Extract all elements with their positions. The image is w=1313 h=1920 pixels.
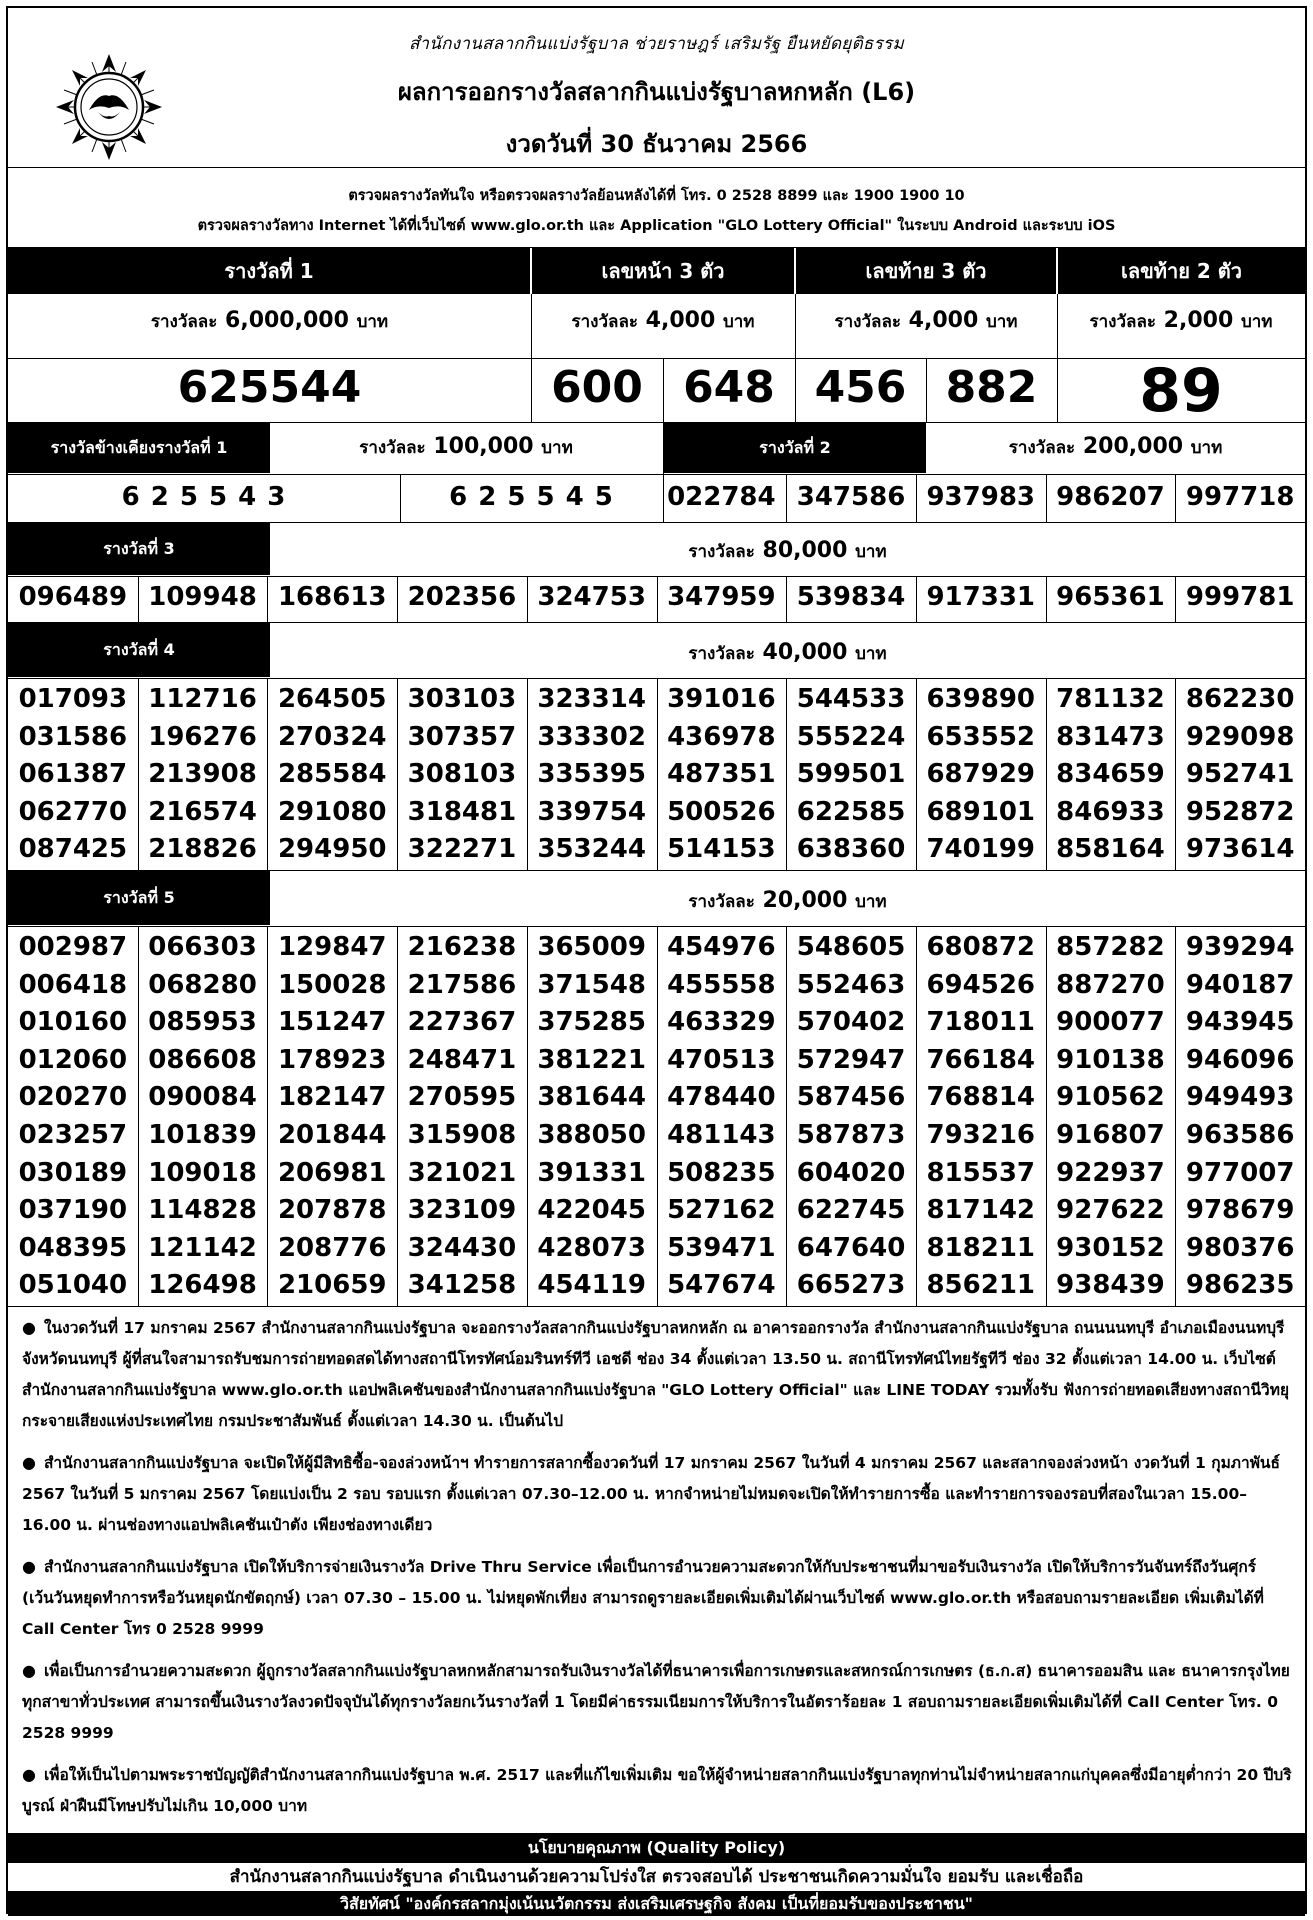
fifth-prize-number: 048395 [18, 1232, 128, 1263]
second-prize-number: 347586 [796, 482, 906, 512]
near1-header: รางวัลข้างเคียงรางวัลที่ 1 [8, 423, 270, 473]
fifth-prize-number: 552463 [796, 969, 906, 1000]
fifth-prize-number: 002987 [18, 932, 128, 962]
back3-number-2: 882 [945, 362, 1038, 413]
fifth-prize-number: 109018 [148, 1157, 257, 1188]
fourth-prize-number: 846933 [1056, 796, 1165, 827]
fourth-prize-number: 213908 [148, 759, 257, 790]
front3-amount: รางวัลละ 4,000 บาท [571, 308, 755, 333]
fifth-prize-number: 066303 [148, 932, 257, 962]
back2-header: เลขท้าย 2 ตัว [1058, 248, 1305, 294]
fifth-prize-number: 768814 [926, 1082, 1035, 1113]
fifth-prize-number: 680872 [926, 932, 1035, 962]
front3-header: เลขหน้า 3 ตัว [532, 248, 794, 294]
fifth-prize-number: 422045 [537, 1195, 646, 1226]
fifth-prize-number: 090084 [148, 1082, 257, 1113]
fifth-prize-number: 766184 [926, 1044, 1035, 1075]
note-item: ● เพื่อเป็นการอำนวยความสะดวก ผู้ถูกรางวัลสลากกินแบ่งรัฐบาลหกหลักสามารถรับเงินรางวัลได้ที่ธนาคารเพื่อการเกษตรและสหกรณ์การเกษตร (ธ.ก.ส) ธนาคารออมสิน และ ธนาคารกรุงไทยทุกสาขาทั่วประเทศ สามารถขึ้นเงินรางวัลงวดปัจจุบันได้ทุกรางวัลยกเว้นรางวัลที่ 1 โดยมีค่าธรรมเนียมการให้บริการในอัตราร้อยละ 1 สอบถามรายละเอียดเพิ่มเติมได้ที่ Call Center โทร. 0 2528 9999 [22, 1661, 1290, 1742]
fifth-prize-number: 587456 [796, 1082, 906, 1113]
fifth-prize-number: 023257 [18, 1120, 128, 1150]
fourth-prize-number: 339754 [537, 796, 646, 827]
fifth-prize-number: 375285 [537, 1007, 646, 1038]
fifth-prize-number: 391331 [537, 1157, 646, 1188]
front3-number-2: 648 [683, 362, 775, 413]
fifth-prize-number: 547674 [667, 1270, 776, 1301]
fourth-prize-number: 294950 [277, 834, 387, 865]
header [8, 8, 1305, 168]
fifth-prize-number: 910562 [1056, 1082, 1165, 1113]
fifth-prize-number: 126498 [148, 1270, 257, 1301]
second-prize-number: 986207 [1056, 482, 1165, 512]
second-prize-number: 937983 [926, 482, 1035, 512]
fifth-prize-number: 946096 [1185, 1044, 1295, 1075]
fifth-prize-number: 463329 [667, 1007, 776, 1038]
fourth-prize-number: 653552 [926, 721, 1035, 752]
fifth-prize-number: 470513 [667, 1044, 776, 1075]
fourth-prize-number: 285584 [277, 759, 387, 790]
fifth-prize-number: 949493 [1185, 1082, 1295, 1113]
fifth-header: รางวัลที่ 5 [8, 871, 270, 925]
fifth-prize-number: 051040 [18, 1270, 128, 1301]
fifth-prize-number: 006418 [18, 969, 128, 1000]
fifth-prize-number: 978679 [1185, 1195, 1295, 1226]
fourth-prize-number: 781132 [1056, 684, 1165, 714]
fourth-prize-number: 555224 [796, 721, 906, 752]
fifth-prize-number: 455558 [667, 969, 776, 1000]
fifth-prize-number: 930152 [1056, 1232, 1165, 1263]
first-prize-amount: รางวัลละ 6,000,000 บาท [150, 308, 389, 333]
fifth-prize-number: 216238 [407, 932, 517, 962]
first-prize-number: 625544 [177, 362, 362, 413]
fifth-prize-number: 323109 [407, 1195, 517, 1226]
fifth-prize-number: 622745 [796, 1195, 906, 1226]
fourth-prize-number: 112716 [148, 684, 257, 714]
fourth-prize-number: 929098 [1185, 721, 1295, 752]
fourth-prize-number: 514153 [667, 834, 776, 865]
fourth-prize-number: 307357 [407, 721, 517, 752]
back3-header: เลขท้าย 3 ตัว [796, 248, 1056, 294]
fifth-prize-number: 916807 [1056, 1120, 1165, 1150]
fifth-prize-number: 012060 [18, 1044, 128, 1075]
fifth-prize-number: 428073 [537, 1232, 646, 1263]
fourth-prize-number: 323314 [537, 684, 646, 714]
second-header: รางวัลที่ 2 [664, 423, 926, 473]
fifth-prize-number: 718011 [926, 1007, 1035, 1038]
fifth-prize-number: 270595 [407, 1082, 517, 1113]
fifth-prize-number: 037190 [18, 1195, 128, 1226]
fifth-prize-number: 010160 [18, 1007, 128, 1038]
fourth-prize-number: 487351 [667, 759, 776, 790]
fourth-prize-number: 436978 [667, 721, 776, 752]
fifth-prize-number: 818211 [926, 1232, 1035, 1263]
fifth-prize-number: 086608 [148, 1044, 257, 1075]
fifth-prize-number: 665273 [796, 1270, 906, 1301]
check-info [8, 168, 1305, 248]
fifth-prize-number: 986235 [1185, 1270, 1295, 1301]
fifth-prize-number: 121142 [148, 1232, 257, 1263]
fourth-prize-number: 831473 [1056, 721, 1165, 752]
fourth-prize-number: 216574 [148, 796, 257, 827]
quality-policy-label: นโยบายคุณภาพ (Quality Policy) [8, 1833, 1305, 1863]
fifth-prize-number: 548605 [796, 932, 906, 962]
near1-amount: รางวัลละ 100,000 บาท [359, 434, 573, 459]
fifth-prize-number: 481143 [667, 1120, 776, 1150]
fourth-prize-number: 196276 [148, 721, 257, 752]
fifth-prize-number: 587873 [796, 1120, 906, 1150]
third-prize-number: 324753 [537, 582, 646, 612]
fifth-prize-number: 793216 [926, 1120, 1035, 1150]
back2-amount: รางวัลละ 2,000 บาท [1089, 308, 1273, 333]
third-header: รางวัลที่ 3 [8, 523, 270, 575]
note-item: ● สำนักงานสลากกินแบ่งรัฐบาล เปิดให้บริการจ่ายเงินรางวัล Drive Thru Service เพื่อเป็นการอำนวยความสะดวกให้กับประชาชนที่มาขอรับเงินรางวัล เปิดให้บริการวันจันทร์ถึงวันศุกร์ (เว้นวันหยุดทำการหรือวันหยุดนักขัตฤกษ์) เวลา 07.30 – 15.00 น. ไม่หยุดพักเที่ยง สามารถดูรายละเอียดเพิ่มเติมได้ผ่านเว็บไซต์ www.glo.or.th หรือสอบถามรายละเอียด เพิ่มเติมได้ที่ Call Center โทร 0 2528 9999 [22, 1557, 1264, 1638]
fourth-prize-number: 218826 [148, 834, 257, 865]
fourth-prize-number: 599501 [796, 759, 906, 790]
fifth-prize-number: 101839 [148, 1120, 257, 1150]
fifth-prize-number: 940187 [1185, 969, 1295, 1000]
fifth-prize-number: 114828 [148, 1195, 257, 1226]
fourth-prize-number: 322271 [407, 834, 517, 865]
check-web-text: ตรวจผลรางวัลทาง Internet ได้ที่เว็บไซต์ www.glo.or.th และ Application "GLO Lottery Official" ในระบบ Android และระบบ iOS [197, 218, 1116, 234]
fifth-prize-number: 150028 [277, 969, 387, 1000]
fifth-prize-number: 182147 [277, 1082, 387, 1113]
fourth-prize-number: 973614 [1185, 834, 1295, 865]
fifth-prize-number: 324430 [407, 1232, 517, 1263]
first-amount-value: 6,000,000 [225, 308, 349, 333]
fifth-prize-number: 927622 [1056, 1195, 1165, 1226]
fourth-prize-number: 638360 [796, 834, 906, 865]
third-prize-number: 109948 [148, 582, 257, 612]
fifth-prize-number: 030189 [18, 1157, 128, 1188]
fourth-prize-number: 544533 [796, 684, 906, 714]
notes-section [22, 1312, 1292, 1832]
front3-number-1: 600 [551, 362, 643, 413]
fourth-prize-number: 264505 [277, 684, 387, 714]
back3-number-1: 456 [814, 362, 907, 413]
fourth-prize-number: 270324 [277, 721, 387, 752]
fourth-prize-number: 391016 [667, 684, 776, 714]
fifth-prize-number: 694526 [926, 969, 1035, 1000]
fifth-prize-number: 963586 [1185, 1120, 1295, 1150]
fifth-prize-number: 938439 [1056, 1270, 1165, 1301]
fourth-prize-number: 500526 [667, 796, 776, 827]
third-prize-number: 965361 [1056, 582, 1165, 612]
org-motto: สำนักงานสลากกินแบ่งรัฐบาล ช่วยราษฎร์ เสริมรัฐ ยืนหยัดยุติธรรม [409, 34, 904, 54]
fifth-prize-number: 208776 [277, 1232, 387, 1263]
fifth-prize-number: 381221 [537, 1044, 646, 1075]
fourth-prize-number: 622585 [796, 796, 906, 827]
quality-policy-text: สำนักงานสลากกินแบ่งรัฐบาล ดำเนินงานด้วยความโปร่งใส ตรวจสอบได้ ประชาชนเกิดความมั่นใจ ยอมรับ และเชื่อถือ [229, 1867, 1084, 1887]
fourth-prize-number: 353244 [537, 834, 646, 865]
page-title: ผลการออกรางวัลสลากกินแบ่งรัฐบาลหกหลัก (L6) [397, 78, 916, 106]
fifth-prize-number: 210659 [277, 1270, 387, 1301]
fifth-prize-number: 085953 [148, 1007, 257, 1038]
fifth-prize-number: 207878 [277, 1195, 387, 1226]
fifth-prize-number: 980376 [1185, 1232, 1295, 1263]
fourth-prize-number: 017093 [18, 684, 128, 714]
third-prize-number: 999781 [1185, 582, 1295, 612]
second-amount: รางวัลละ 200,000 บาท [1008, 434, 1223, 459]
first-prize-header: รางวัลที่ 1 [8, 248, 530, 294]
fifth-prize-number: 910138 [1056, 1044, 1165, 1075]
fourth-prize-number: 061387 [18, 759, 128, 790]
fifth-prize-number: 570402 [796, 1007, 906, 1038]
fourth-prize-number: 062770 [18, 796, 128, 827]
fifth-prize-number: 151247 [277, 1007, 387, 1038]
fifth-prize-number: 815537 [926, 1157, 1035, 1188]
fourth-prize-number: 862230 [1185, 684, 1295, 714]
fourth-prize-number: 318481 [407, 796, 517, 827]
fifth-amount: รางวัลละ 20,000 บาท [688, 888, 887, 913]
fifth-prize-number: 371548 [537, 969, 646, 1000]
fifth-prize-number: 887270 [1056, 969, 1165, 1000]
vision-text: วิสัยทัศน์ "องค์กรสลากมุ่งเน้นนวัตกรรม ส่งเสริมเศรษฐกิจ สังคม เป็นที่ยอมรับของประชาชน" [8, 1891, 1305, 1916]
fourth-prize-number: 740199 [926, 834, 1035, 865]
third-amount: รางวัลละ 80,000 บาท [688, 538, 887, 563]
fifth-prize-number: 248471 [407, 1044, 517, 1075]
fifth-prize-number: 217586 [407, 969, 517, 1000]
fifth-prize-number: 527162 [667, 1195, 776, 1226]
fifth-prize-number: 817142 [926, 1195, 1035, 1226]
fifth-prize-number: 227367 [407, 1007, 517, 1038]
fourth-prize-number: 639890 [926, 684, 1035, 714]
fifth-prize-number: 020270 [18, 1082, 128, 1113]
note-item: ● สำนักงานสลากกินแบ่งรัฐบาล จะเปิดให้ผู้มีสิทธิซื้อ-จองล่วงหน้าฯ ทำรายการสลากซื้องวดวันที่ 17 มกราคม 2567 ในวันที่ 4 มกราคม 2567 และสลากจองล่วงหน้า งวดวันที่ 1 กุมภาพันธ์ 2567 ในวันที่ 5 มกราคม 2567 โดยแบ่งเป็น 2 รอบ รอบแรก ตั้งแต่เวลา 07.30–12.00 น. หากจำหน่ายไม่หมดจะเปิดให้ทำรายการซื้อ และทำรายการจองรอบที่สองในเวลา 15.00–16.00 น. ผ่านช่องทางแอปพลิเคชันเป๋าตัง เพียงช่องทางเดียว [22, 1453, 1280, 1534]
back2-number: 89 [1139, 356, 1223, 426]
fourth-header: รางวัลที่ 4 [8, 623, 270, 677]
fifth-prize-number: 201844 [277, 1120, 387, 1150]
fourth-prize-number: 858164 [1056, 834, 1165, 865]
fourth-prize-number: 689101 [926, 796, 1035, 827]
fourth-prize-number: 031586 [18, 721, 128, 752]
fourth-prize-number: 687929 [926, 759, 1035, 790]
fifth-prize-number: 454119 [537, 1270, 646, 1301]
fifth-prize-number: 922937 [1056, 1157, 1165, 1188]
fifth-prize-number: 939294 [1185, 932, 1295, 962]
note-item: ● เพื่อให้เป็นไปตามพระราชบัญญัติสำนักงานสลากกินแบ่งรัฐบาล พ.ศ. 2517 และที่แก้ไขเพิ่มเติม ขอให้ผู้จำหน่ายสลากกินแบ่งรัฐบาลทุกท่านไม่จำหน่ายสลากแก่บุคคลซึ่งมีอายุต่ำกว่า 20 ปีบริบูรณ์ ฝ่าฝืนมีโทษปรับไม่เกิน 10,000 บาท [22, 1765, 1292, 1815]
fifth-prize-number: 572947 [796, 1044, 906, 1075]
fifth-prize-number: 068280 [148, 969, 257, 1000]
fifth-prize-number: 381644 [537, 1082, 646, 1113]
fifth-prize-number: 856211 [926, 1270, 1035, 1301]
near1-number-2: 6 2 5 5 4 5 [449, 482, 614, 512]
near1-number-1: 6 2 5 5 4 3 [121, 482, 287, 512]
third-prize-number: 168613 [277, 582, 387, 612]
fifth-prize-number: 341258 [407, 1270, 517, 1301]
third-prize-number: 917331 [926, 582, 1035, 612]
second-prize-number: 997718 [1185, 482, 1295, 512]
lottery-result-sheet [6, 6, 1307, 1914]
fourth-prize-number: 952872 [1185, 796, 1295, 827]
fifth-prize-number: 388050 [537, 1120, 646, 1150]
fifth-prize-number: 454976 [667, 932, 776, 962]
fifth-prize-number: 206981 [277, 1157, 387, 1188]
fourth-prize-number: 335395 [537, 759, 646, 790]
fifth-prize-number: 857282 [1056, 932, 1165, 962]
fourth-prize-number: 834659 [1056, 759, 1165, 790]
fourth-prize-number: 291080 [277, 796, 387, 827]
third-prize-number: 539834 [796, 582, 906, 612]
check-phone-text: ตรวจผลรางวัลทันใจ หรือตรวจผลรางวัลย้อนหลังได้ที่ โทร. 0 2528 8899 และ 1900 1900 10 [348, 188, 965, 204]
fourth-prize-number: 303103 [407, 684, 517, 714]
fourth-prize-number: 308103 [407, 759, 517, 790]
third-prize-number: 202356 [407, 582, 517, 612]
fifth-prize-number: 647640 [796, 1232, 906, 1263]
fifth-prize-number: 129847 [277, 932, 387, 962]
fourth-prize-number: 952741 [1185, 759, 1295, 790]
back3-amount: รางวัลละ 4,000 บาท [834, 308, 1018, 333]
third-prize-number: 096489 [18, 582, 128, 612]
fifth-prize-number: 178923 [277, 1044, 387, 1075]
second-prize-number: 022784 [667, 482, 776, 512]
fourth-prize-number: 087425 [18, 834, 128, 865]
fifth-prize-number: 977007 [1185, 1157, 1295, 1188]
fourth-amount: รางวัลละ 40,000 บาท [688, 640, 887, 665]
fifth-prize-number: 943945 [1185, 1007, 1295, 1038]
fifth-prize-number: 478440 [667, 1082, 776, 1113]
third-prize-number: 347959 [667, 582, 776, 612]
fifth-prize-number: 315908 [407, 1120, 517, 1150]
draw-date: งวดวันที่ 30 ธันวาคม 2566 [505, 130, 808, 158]
note-item: ● ในงวดวันที่ 17 มกราคม 2567 สำนักงานสลากกินแบ่งรัฐบาล จะออกรางวัลสลากกินแบ่งรัฐบาลหกหลัก ณ อาคารออกรางวัล สำนักงานสลากกินแบ่งรัฐบาล ถนนนนทบุรี อำเภอเมืองนนทบุรี จังหวัดนนทบุรี ผู้ที่สนใจสามารถรับชมการถ่ายทอดสดได้ทางสถานีโทรทัศน์อมรินทร์ทีวี เอชดี ช่อง 34 ตั้งแต่เวลา 13.50 น. สถานีโทรทัศน์ไทยรัฐทีวี ช่อง 32 ตั้งแต่เวลา 14.00 น. เว็บไซต์สำนักงานสลากกินแบ่งรัฐบาล www.glo.or.th แอปพลิเคชันของสำนักงานสลากกินแบ่งรัฐบาล "GLO Lottery Official" และ LINE TODAY รวมทั้งรับ ฟังการถ่ายทอดเสียงทางสถานีวิทยุกระจายเสียงแห่งประเทศไทย กรมประชาสัมพันธ์ ตั้งแต่เวลา 14.30 น. เป็นต้นไป [22, 1318, 1290, 1430]
fifth-prize-number: 321021 [407, 1157, 517, 1188]
fifth-prize-number: 900077 [1056, 1007, 1165, 1038]
fifth-prize-number: 365009 [537, 932, 646, 962]
fifth-prize-number: 539471 [667, 1232, 776, 1263]
fifth-prize-number: 604020 [796, 1157, 906, 1188]
fourth-prize-number: 333302 [537, 721, 646, 752]
fifth-prize-number: 508235 [667, 1157, 776, 1188]
